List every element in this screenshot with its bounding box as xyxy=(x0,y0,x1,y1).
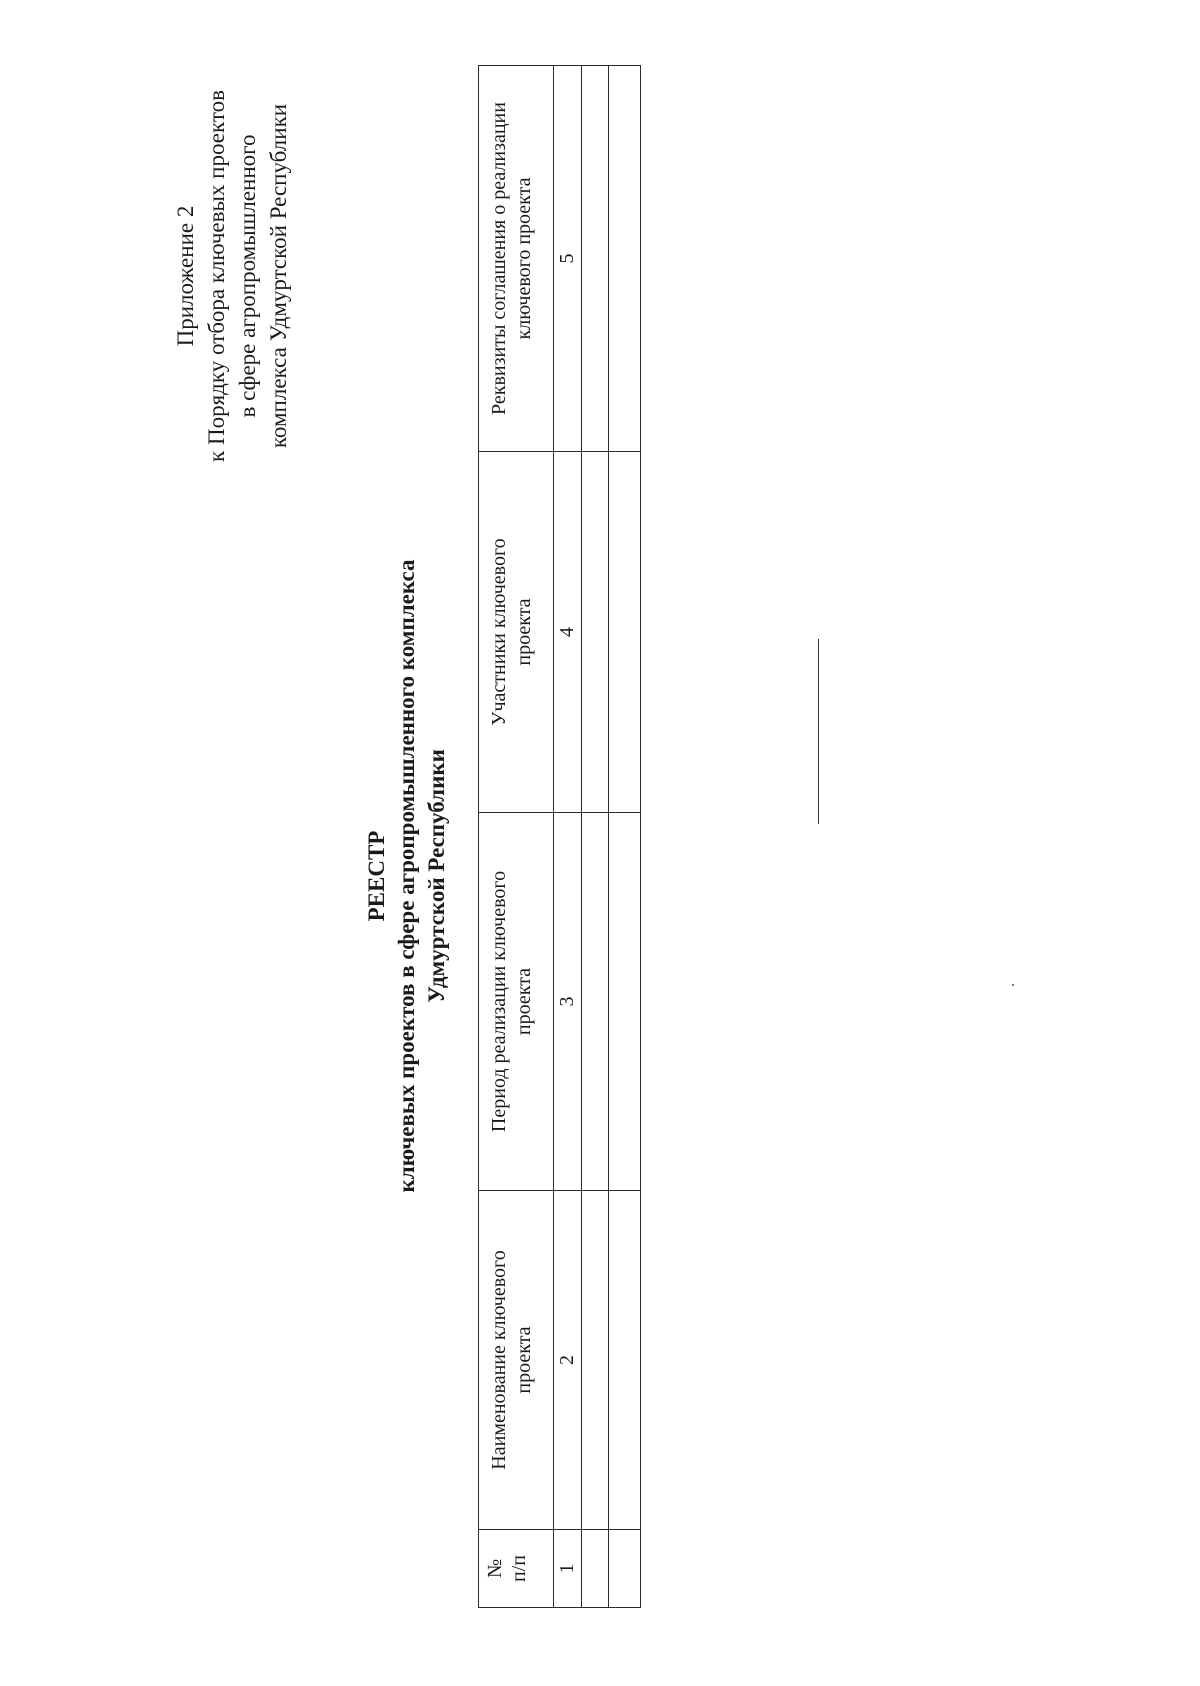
table-cell xyxy=(582,1191,609,1530)
header-text: Наименование ключевого xyxy=(488,1250,510,1470)
appendix-line: Приложение 2 xyxy=(173,205,198,347)
column-number-row xyxy=(554,66,582,1608)
title-subtitle-line: Удмуртской Республики xyxy=(424,749,449,1003)
header-text: Реквизиты соглашения о реализации xyxy=(488,102,510,415)
scan-speck xyxy=(1012,984,1014,986)
table-cell xyxy=(582,813,609,1191)
table-cell xyxy=(582,1530,609,1608)
column-number-cell: 5 xyxy=(554,66,582,452)
header-cell-project-name xyxy=(479,1191,554,1530)
column-number-cell: 4 xyxy=(554,452,582,813)
header-text: проекта xyxy=(513,598,535,666)
header-text: п/п xyxy=(508,1555,530,1582)
table-row xyxy=(609,66,641,1608)
table-cell xyxy=(582,66,609,452)
appendix-note xyxy=(170,46,294,506)
header-cell-number xyxy=(479,1530,554,1608)
header-text: ключевого проекта xyxy=(513,177,535,340)
header-text: проекта xyxy=(513,967,535,1036)
table-cell xyxy=(609,813,641,1191)
appendix-line: в сфере агропромышленного xyxy=(235,134,260,418)
header-cell-agreement xyxy=(479,66,554,452)
table-cell xyxy=(582,452,609,813)
table-header-row xyxy=(479,66,554,1608)
header-cell-period xyxy=(479,813,554,1191)
title-heading: РЕЕСТР xyxy=(364,830,389,922)
header-text: № xyxy=(484,1558,506,1579)
appendix-line: к Порядку отбора ключевых проектов xyxy=(204,90,229,462)
table-cell xyxy=(609,1191,641,1530)
header-text: Участники ключевого xyxy=(488,538,510,726)
table-row xyxy=(582,66,609,1608)
header-text: Период реализации ключевого xyxy=(488,870,510,1133)
closing-rule xyxy=(818,639,819,824)
table-cell xyxy=(609,1530,641,1608)
header-cell-participants xyxy=(479,452,554,813)
column-number-cell: 1 xyxy=(554,1530,582,1608)
header-text: проекта xyxy=(513,1326,535,1394)
table-cell xyxy=(609,66,641,452)
table-cell xyxy=(609,452,641,813)
title-subtitle-line: ключевых проектов в сфере агропромышленного комплекса xyxy=(394,559,419,1193)
document-title xyxy=(362,436,452,1316)
column-number-cell: 3 xyxy=(554,813,582,1191)
appendix-line: комплекса Удмуртской Республики xyxy=(266,103,291,449)
registry-table xyxy=(478,65,641,1608)
column-number-cell: 2 xyxy=(554,1191,582,1530)
